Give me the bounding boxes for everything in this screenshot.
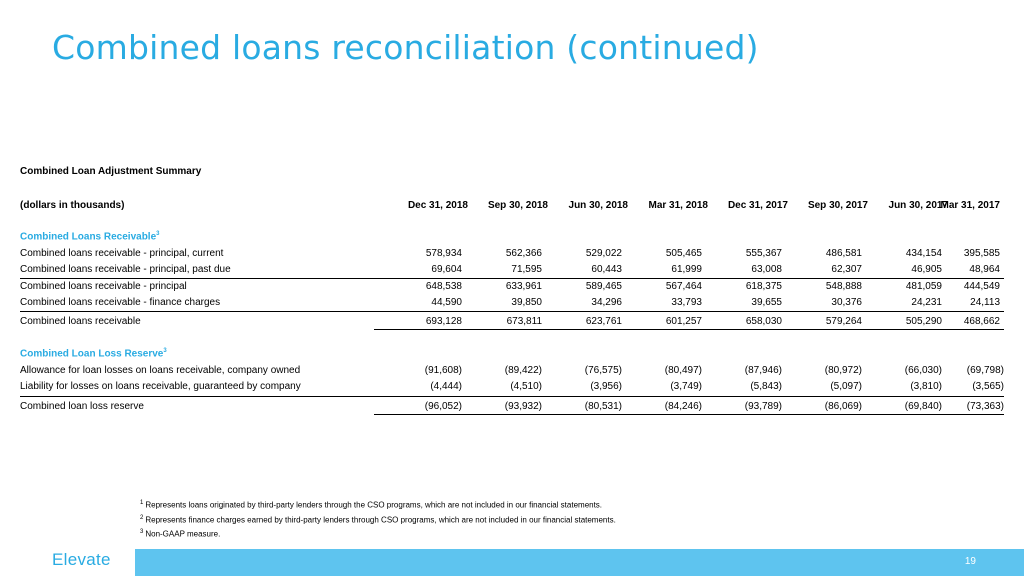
table-row	[20, 246, 1004, 262]
cell-value: 24,113	[970, 297, 1000, 308]
cell-value: 578,934	[425, 248, 462, 259]
column-header: Jun 30, 2018	[568, 200, 628, 211]
cell-value: (89,422)	[504, 365, 542, 376]
cell-value: 30,376	[831, 297, 862, 308]
cell-value: (80,497)	[664, 365, 702, 376]
cell-value: 34,296	[591, 297, 622, 308]
cell-value: (66,030)	[904, 365, 942, 376]
units-label: (dollars in thousands)	[20, 200, 125, 211]
row-label: Combined loans receivable - principal, past due	[20, 264, 231, 275]
cell-value: 589,465	[585, 281, 622, 292]
cell-value: 601,257	[665, 316, 702, 327]
table-row	[20, 363, 1004, 379]
footnote-ref: 3	[163, 348, 167, 354]
cell-value: 505,465	[665, 248, 702, 259]
cell-value: 548,888	[825, 281, 862, 292]
cell-value: 618,375	[745, 281, 782, 292]
section-title-receivable	[20, 231, 160, 242]
cell-value: 673,811	[506, 316, 542, 327]
cell-value: (3,810)	[910, 381, 942, 392]
column-header: Sep 30, 2017	[807, 200, 868, 211]
column-header: Dec 31, 2017	[727, 200, 788, 211]
cell-value: (69,840)	[904, 401, 942, 412]
cell-value: 529,022	[585, 248, 622, 259]
cell-value: 33,793	[671, 297, 702, 308]
row-label: Allowance for loan losses on loans receivable, company owned	[20, 365, 301, 376]
cell-value: 468,662	[963, 316, 1000, 327]
cell-value: (80,972)	[824, 365, 862, 376]
column-header: Jun 30, 2017	[888, 200, 948, 211]
cell-value: 39,850	[511, 297, 542, 308]
table-row	[20, 295, 1004, 311]
footnote	[140, 497, 616, 512]
row-label: Combined loans receivable - finance charges	[20, 297, 221, 308]
cell-value: 46,905	[911, 264, 942, 275]
cell-value: (4,510)	[510, 381, 542, 392]
cell-value: 555,367	[745, 248, 782, 259]
section-title-text: Combined Loan Loss Reserve	[20, 348, 164, 360]
section-title-text: Combined Loans Receivable	[20, 231, 157, 243]
cell-value: 60,443	[591, 264, 622, 275]
cell-value: (5,843)	[750, 381, 782, 392]
table-title: Combined Loan Adjustment Summary	[20, 166, 202, 177]
cell-value: (93,932)	[504, 401, 542, 412]
row-label: Liability for losses on loans receivable, guaranteed by company	[20, 381, 301, 392]
cell-value: (93,789)	[744, 401, 782, 412]
cell-value: 658,030	[745, 316, 782, 327]
cell-value: (73,363)	[966, 401, 1004, 412]
footnote-number: 3	[140, 529, 144, 536]
elevate-logo: Elevate	[52, 550, 111, 569]
cell-value: 633,961	[505, 281, 542, 292]
cell-value: (86,069)	[824, 401, 862, 412]
column-header: Sep 30, 2018	[487, 200, 548, 211]
footnote-text: Represents finance charges earned by third-party lenders through CSO programs, which are not included in our financial statements.	[145, 515, 616, 525]
column-header: Mar 31, 2018	[648, 200, 708, 211]
footnote-ref: 3	[156, 231, 160, 237]
cell-value: 24,231	[911, 297, 942, 308]
cell-value: 48,964	[969, 264, 1000, 275]
column-header-row	[20, 200, 1004, 214]
row-label: Combined loans receivable - principal	[20, 281, 187, 292]
cell-value: (84,246)	[664, 401, 702, 412]
table-row	[20, 279, 1004, 295]
cell-value: (3,565)	[972, 381, 1004, 392]
table-row	[20, 379, 1004, 395]
cell-value: 62,307	[831, 264, 862, 275]
cell-value: 395,585	[963, 248, 1000, 259]
total-rule	[374, 329, 1004, 330]
table-row	[20, 314, 1004, 330]
page-title: Combined loans reconciliation (continued)	[52, 28, 759, 67]
footnote-text: Non-GAAP measure.	[145, 529, 221, 539]
cell-value: (5,097)	[830, 381, 862, 392]
row-label: Combined loans receivable	[20, 316, 141, 327]
cell-value: 579,264	[825, 316, 862, 327]
cell-value: 71,595	[511, 264, 542, 275]
page-number: 19	[964, 556, 976, 567]
cell-value: (3,749)	[670, 381, 702, 392]
cell-value: 434,154	[905, 248, 942, 259]
cell-value: 481,059	[905, 281, 942, 292]
footnote	[140, 512, 616, 527]
cell-value: 61,999	[671, 264, 702, 275]
cell-value: 562,366	[505, 248, 542, 259]
cell-value: 39,655	[751, 297, 782, 308]
column-header: Dec 31, 2018	[407, 200, 468, 211]
footnotes	[140, 497, 616, 556]
footnote-text: Represents loans originated by third-party lenders through the CSO programs, which are not included in our financial statements.	[145, 500, 603, 510]
footnote-number: 2	[140, 514, 144, 521]
cell-value: 648,538	[425, 281, 462, 292]
cell-value: 486,581	[825, 248, 862, 259]
footnote-number: 1	[140, 500, 144, 506]
cell-value: (76,575)	[584, 365, 622, 376]
total-rule	[374, 414, 1004, 415]
cell-value: 505,290	[905, 316, 942, 327]
table-row	[20, 262, 1004, 278]
cell-value: (69,798)	[966, 365, 1004, 376]
table-row	[20, 399, 1004, 415]
cell-value: 63,008	[751, 264, 782, 275]
cell-value: (4,444)	[430, 381, 462, 392]
cell-value: 567,464	[665, 281, 702, 292]
cell-value: (80,531)	[584, 401, 622, 412]
cell-value: 444,549	[963, 281, 1000, 292]
cell-value: 693,128	[425, 316, 462, 327]
row-label: Combined loan loss reserve	[20, 401, 144, 412]
column-header: Mar 31, 2017	[940, 200, 1000, 211]
divider	[20, 396, 1004, 397]
cell-value: 44,590	[431, 297, 462, 308]
divider	[20, 311, 1004, 312]
cell-value: 69,604	[431, 264, 462, 275]
footer-bar	[135, 549, 1024, 576]
cell-value: (96,052)	[424, 401, 462, 412]
cell-value: 623,761	[585, 316, 622, 327]
section-title-reserve	[20, 348, 167, 359]
row-label: Combined loans receivable - principal, current	[20, 248, 224, 259]
cell-value: (91,608)	[424, 365, 462, 376]
cell-value: (87,946)	[744, 365, 782, 376]
cell-value: (3,956)	[590, 381, 622, 392]
footnote	[140, 526, 616, 541]
